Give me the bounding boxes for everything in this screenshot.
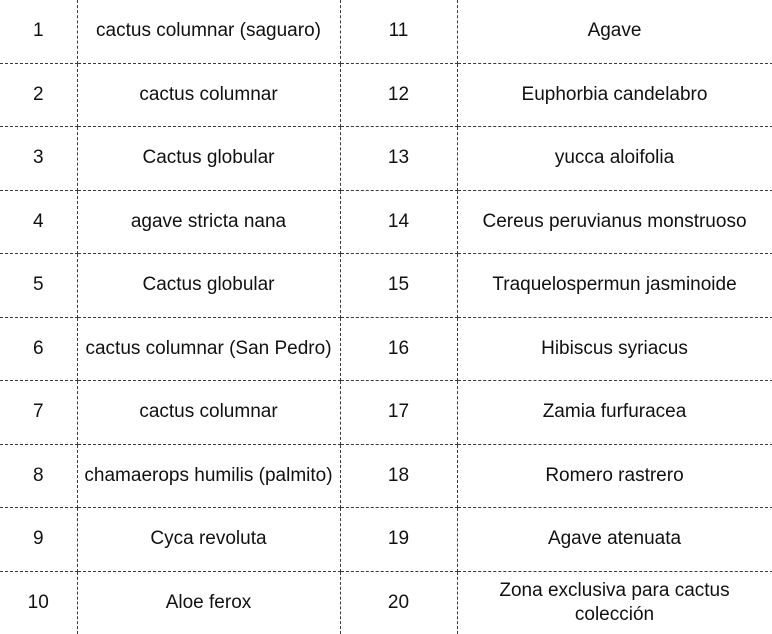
left-number-cell: 9	[0, 508, 77, 572]
right-number-cell: 15	[340, 254, 457, 318]
table-row	[0, 444, 772, 508]
right-name-cell: Zona exclusiva para cactus colección	[457, 571, 772, 634]
right-name-cell: Agave atenuata	[457, 508, 772, 572]
right-number-cell: 20	[340, 571, 457, 634]
left-number-cell: 7	[0, 381, 77, 445]
left-name-cell: cactus columnar (San Pedro)	[77, 317, 340, 381]
left-number-cell: 4	[0, 190, 77, 254]
table-row	[0, 127, 772, 191]
right-number-cell: 14	[340, 190, 457, 254]
left-number-cell: 10	[0, 571, 77, 634]
left-name-cell: cactus columnar	[77, 63, 340, 127]
left-name-cell: cactus columnar (saguaro)	[77, 0, 340, 63]
table-row	[0, 0, 772, 63]
left-name-cell: chamaerops humilis (palmito)	[77, 444, 340, 508]
left-number-cell: 2	[0, 63, 77, 127]
table-row	[0, 508, 772, 572]
right-number-cell: 19	[340, 508, 457, 572]
right-name-cell: Euphorbia candelabro	[457, 63, 772, 127]
left-number-cell: 8	[0, 444, 77, 508]
right-number-cell: 17	[340, 381, 457, 445]
table-row	[0, 571, 772, 634]
right-name-cell: Cereus peruvianus monstruoso	[457, 190, 772, 254]
right-name-cell: Traquelospermun jasminoide	[457, 254, 772, 318]
left-number-cell: 1	[0, 0, 77, 63]
table-row	[0, 190, 772, 254]
right-number-cell: 13	[340, 127, 457, 191]
right-number-cell: 12	[340, 63, 457, 127]
right-number-cell: 16	[340, 317, 457, 381]
right-number-cell: 18	[340, 444, 457, 508]
right-name-cell: Romero rastrero	[457, 444, 772, 508]
left-name-cell: Cactus globular	[77, 127, 340, 191]
table-row	[0, 317, 772, 381]
left-name-cell: Aloe ferox	[77, 571, 340, 634]
right-name-cell: yucca aloifolia	[457, 127, 772, 191]
left-name-cell: Cyca revoluta	[77, 508, 340, 572]
left-number-cell: 6	[0, 317, 77, 381]
table-row	[0, 254, 772, 318]
table-row	[0, 381, 772, 445]
left-name-cell: cactus columnar	[77, 381, 340, 445]
left-name-cell: agave stricta nana	[77, 190, 340, 254]
left-number-cell: 3	[0, 127, 77, 191]
right-name-cell: Agave	[457, 0, 772, 63]
right-name-cell: Zamia furfuracea	[457, 381, 772, 445]
table-row	[0, 63, 772, 127]
right-number-cell: 11	[340, 0, 457, 63]
left-name-cell: Cactus globular	[77, 254, 340, 318]
right-name-cell: Hibiscus syriacus	[457, 317, 772, 381]
left-number-cell: 5	[0, 254, 77, 318]
